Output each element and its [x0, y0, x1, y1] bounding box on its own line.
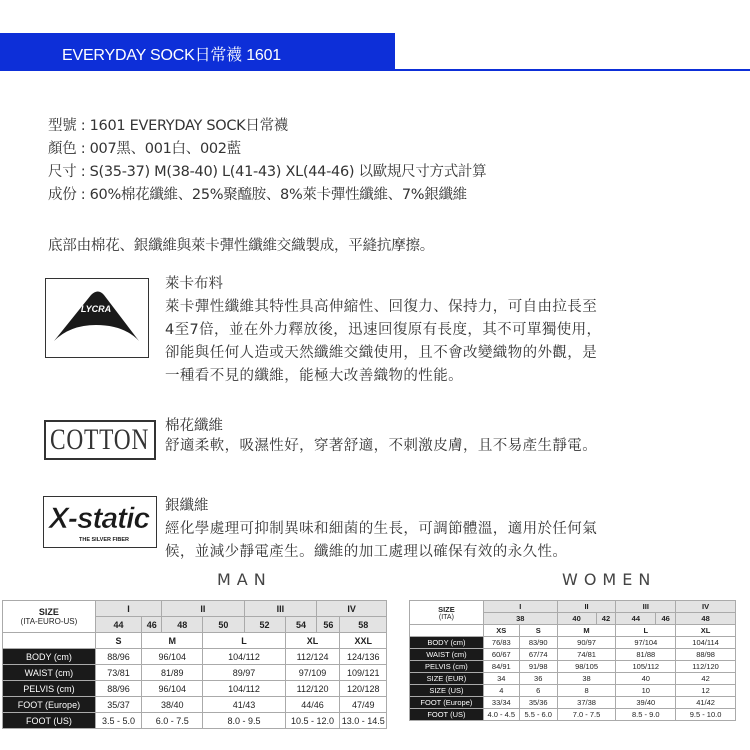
women-cell: 7.0 - 7.5 [557, 709, 616, 721]
man-cell: 112/120 [285, 681, 340, 697]
women-row-label: WAIST (cm) [410, 649, 484, 661]
cotton-description [165, 435, 597, 458]
women-cell: 88/98 [676, 649, 736, 661]
man-cell: 38/40 [142, 697, 203, 713]
man-cell: 124/136 [340, 649, 387, 665]
women-row-label: BODY (cm) [410, 637, 484, 649]
women-cell: 8 [557, 685, 616, 697]
women-cell: 40 [616, 673, 676, 685]
man-cell: 88/96 [95, 649, 141, 665]
women-roman: IV [676, 601, 736, 613]
man-number: 58 [340, 617, 387, 633]
page-title: EVERYDAY SOCK日常襪 1601 [62, 47, 282, 64]
man-cell: 10.5 - 12.0 [285, 713, 340, 729]
man-cell: 112/124 [285, 649, 340, 665]
women-row-label: FOOT (US) [410, 709, 484, 721]
table-row [410, 637, 736, 649]
lycra-line: 4至7倍，並在外力釋放後，迅速回復原有長度，其不可單獨使用， [165, 322, 602, 338]
women-cell: 83/90 [519, 637, 557, 649]
xstatic-description [165, 518, 597, 564]
man-cell: 104/112 [203, 681, 285, 697]
women-number: 38 [483, 613, 557, 625]
table-row [410, 685, 736, 697]
man-number: 44 [95, 617, 141, 633]
women-cell: 60/67 [483, 649, 519, 661]
women-cell: 39/40 [616, 697, 676, 709]
xstatic-logo-subtext: THE SILVER FIBER [78, 537, 130, 543]
lycra-line: 一種看不見的纖維，能極大改善織物的性能。 [165, 368, 463, 384]
women-roman: II [557, 601, 616, 613]
man-cell: 88/96 [95, 681, 141, 697]
man-roman: IV [317, 601, 387, 617]
cotton-logo-text: COTTON [50, 423, 150, 456]
title-underline [395, 69, 750, 71]
man-cell: 13.0 - 14.5 [340, 713, 387, 729]
women-roman: III [616, 601, 676, 613]
man-letter: M [142, 633, 203, 649]
man-roman: I [95, 601, 161, 617]
man-letter: XL [285, 633, 340, 649]
women-cell: 33/34 [483, 697, 519, 709]
women-cell: 35/36 [519, 697, 557, 709]
women-number: 44 [616, 613, 656, 625]
man-number: 52 [244, 617, 285, 633]
man-cell: 6.0 - 7.5 [142, 713, 203, 729]
spec-composition: 成份 : 60%棉花纖維、25%聚醯胺、8%萊卡彈性纖維、7%銀纖維 [48, 187, 467, 203]
man-letter: XXL [340, 633, 387, 649]
women-cell: 10 [616, 685, 676, 697]
women-number: 48 [676, 613, 736, 625]
women-number: 46 [656, 613, 676, 625]
xstatic-title: 銀纖維 [165, 498, 209, 514]
cotton-title: 棉花纖維 [165, 418, 223, 434]
man-cell: 44/46 [285, 697, 340, 713]
man-label: MAN [217, 570, 272, 589]
spec-size: 尺寸 : S(35-37) M(38-40) L(41-43) XL(44-46) 以歐規尺寸方式計算 [48, 164, 487, 180]
women-roman: I [483, 601, 557, 613]
man-number: 46 [142, 617, 162, 633]
man-cell: 41/43 [203, 697, 285, 713]
women-cell: 105/112 [616, 661, 676, 673]
table-row [3, 697, 387, 713]
women-cell: 97/104 [616, 637, 676, 649]
lycra-logo [45, 278, 149, 358]
women-cell: 34 [483, 673, 519, 685]
table-row [3, 713, 387, 729]
man-row-label: PELVIS (cm) [3, 681, 96, 697]
man-row-label: FOOT (US) [3, 713, 96, 729]
table-row [410, 673, 736, 685]
man-cell: 120/128 [340, 681, 387, 697]
man-size-header-title: SIZE [38, 607, 59, 617]
women-cell: 9.5 - 10.0 [676, 709, 736, 721]
man-letter: S [95, 633, 141, 649]
man-row-label: FOOT (Europe) [3, 697, 96, 713]
man-size-header-sub: (ITA-EURO-US) [20, 617, 78, 626]
women-row-label: SIZE (EUR) [410, 673, 484, 685]
women-row-label: SIZE (US) [410, 685, 484, 697]
women-cell: 6 [519, 685, 557, 697]
man-number: 56 [317, 617, 340, 633]
women-cell: 112/120 [676, 661, 736, 673]
women-cell: 12 [676, 685, 736, 697]
man-row-label: WAIST (cm) [3, 665, 96, 681]
man-letter: L [203, 633, 285, 649]
man-cell: 104/112 [203, 649, 285, 665]
women-number: 42 [596, 613, 616, 625]
table-row [3, 665, 387, 681]
table-row [3, 649, 387, 665]
women-cell: 67/74 [519, 649, 557, 661]
lycra-line: 卻能與任何人造或天然纖維交織使用，且不會改變織物的外觀，是 [165, 345, 598, 361]
women-cell: 8.5 - 9.0 [616, 709, 676, 721]
women-cell: 42 [676, 673, 736, 685]
women-cell: 4 [483, 685, 519, 697]
man-size-table [2, 600, 387, 729]
women-number: 40 [557, 613, 596, 625]
women-row-label: PELVIS (cm) [410, 661, 484, 673]
women-cell: 5.5 - 6.0 [519, 709, 557, 721]
table-row [410, 697, 736, 709]
women-cell: 91/98 [519, 661, 557, 673]
spec-model: 型號 : 1601 EVERYDAY SOCK日常襪 [48, 118, 288, 134]
women-letter: L [616, 625, 676, 637]
man-cell: 109/121 [340, 665, 387, 681]
women-cell: 90/97 [557, 637, 616, 649]
man-cell: 97/109 [285, 665, 340, 681]
cotton-line: 舒適柔軟，吸濕性好，穿著舒適，不刺激皮膚，且不易產生靜電。 [165, 438, 598, 454]
women-cell: 41/42 [676, 697, 736, 709]
man-cell: 35/37 [95, 697, 141, 713]
lycra-line: 萊卡彈性纖維其特性具高伸縮性、回復力、保持力，可自由拉長至 [165, 299, 598, 315]
women-letter: XL [676, 625, 736, 637]
xstatic-line: 候，並減少靜電產生。纖維的加工處理以確保有效的永久性。 [165, 544, 568, 560]
xstatic-line: 經化學處理可抑制異味和細菌的生長，可調節體溫，適用於任何氣 [165, 521, 598, 537]
man-size-header [3, 601, 96, 633]
women-cell: 81/88 [616, 649, 676, 661]
women-letter: M [557, 625, 616, 637]
man-cell: 81/89 [142, 665, 203, 681]
women-cell: 76/83 [483, 637, 519, 649]
man-roman: II [162, 601, 244, 617]
man-cell: 96/104 [142, 649, 203, 665]
man-cell: 89/97 [203, 665, 285, 681]
man-cell: 96/104 [142, 681, 203, 697]
man-number: 54 [285, 617, 317, 633]
women-cell: 84/91 [483, 661, 519, 673]
man-row-label: BODY (cm) [3, 649, 96, 665]
women-label: WOMEN [562, 570, 657, 589]
women-cell: 104/114 [676, 637, 736, 649]
spec-color: 顏色 : 007黑、001白、002藍 [48, 141, 241, 157]
man-roman: III [244, 601, 317, 617]
women-size-header-sub: (ITA) [438, 613, 454, 621]
women-row-label: FOOT (Europe) [410, 697, 484, 709]
women-cell: 98/105 [557, 661, 616, 673]
women-size-header-title: SIZE [438, 604, 455, 614]
lycra-logo-text: LYCRA [80, 304, 112, 314]
lycra-title: 萊卡布料 [165, 276, 223, 292]
table-row [3, 681, 387, 697]
women-size-header [410, 601, 484, 625]
man-cell: 8.0 - 9.5 [203, 713, 285, 729]
man-cell: 73/81 [95, 665, 141, 681]
cotton-logo [44, 420, 156, 460]
xstatic-logo-text: X-static [48, 502, 150, 535]
women-cell: 36 [519, 673, 557, 685]
women-letter: S [519, 625, 557, 637]
women-size-table [409, 600, 736, 721]
man-cell: 3.5 - 5.0 [95, 713, 141, 729]
table-row [410, 649, 736, 661]
intro-text: 底部由棉花、銀纖維與萊卡彈性纖維交織製成，平縫抗摩擦。 [48, 238, 435, 254]
xstatic-logo [43, 496, 157, 548]
table-row [410, 661, 736, 673]
women-letter: XS [483, 625, 519, 637]
lycra-description [165, 296, 601, 388]
women-cell: 37/38 [557, 697, 616, 709]
man-cell: 47/49 [340, 697, 387, 713]
women-cell: 74/81 [557, 649, 616, 661]
man-number: 50 [203, 617, 244, 633]
women-cell: 38 [557, 673, 616, 685]
women-cell: 4.0 - 4.5 [483, 709, 519, 721]
man-number: 48 [162, 617, 203, 633]
table-row [410, 709, 736, 721]
